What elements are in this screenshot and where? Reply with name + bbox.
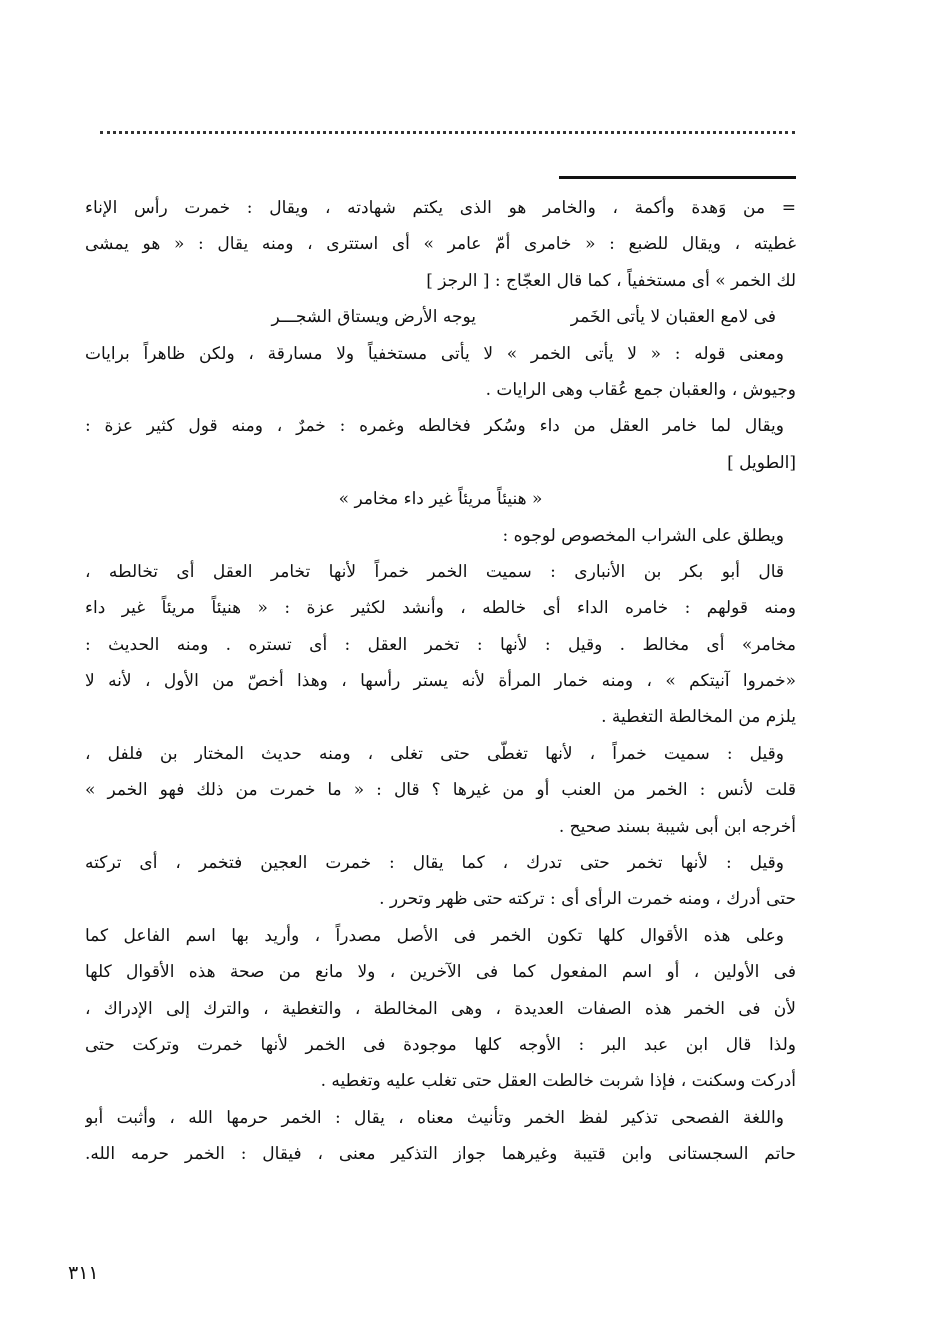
page-number: ٣١١: [68, 1262, 99, 1284]
text-line: وقيل : لأنها تخمر حتى تدرك ، كما يقال : خمرت العجين فتخمر ، أى تركته: [85, 853, 784, 874]
text-line: وعلى هذه الأقوال كلها تكون الخمر فى الأصل مصدراً ، وأريد بها اسم الفاعل كما: [85, 925, 784, 946]
text-line: أخرجه ابن أبى شيبة بسند صحيح .: [558, 816, 796, 837]
text-line: لك الخمر » أى مستخفياً ، كما قال العجّاج : [ الرجز ]: [426, 270, 796, 291]
page-body: [85, 190, 796, 1173]
verse-hemistich-first: فى لامع العقبان لا يأتى الخَمر: [570, 307, 776, 328]
text-line: مخامر» أى مخالط . وقيل : لأنها : تخمر العقل : أى تستره . ومنه الحديث :: [85, 634, 796, 655]
text-line: فى الأولين ، أو اسم المفعول كما فى الآخرين ، ولا مانع من صحة هذه الأقوال كلها: [85, 962, 796, 983]
text-line: حاتم السجستانى وابن قتيبة وغيرهما جواز التذكير معنى ، فيقال : الخمر حرمه الله.: [85, 1144, 796, 1165]
meter-label: [الطويل ]: [727, 452, 796, 473]
text-line: قال أبو بكر بن الأنبارى : سميت الخمر خمراً لأنها تخامر العقل أى تخالطه ،: [85, 561, 784, 582]
text-line: = من وَهدة وأكمة ، والخامر هو الذى يكتم شهادته ، ويقال : خمرت رأس الإناء: [85, 198, 796, 218]
text-line: غطيته ، ويقال للضبع : « خامرى أمّ عامر » أى استترى ، ومنه يقال : « هو يمشى: [85, 234, 796, 255]
text-line: وجيوش ، والعقبان جمع عُقاب وهى الرايات .: [485, 379, 796, 400]
text-line: وقيل : سميت خمراً ، لأنها تغطّى حتى تغلى ، ومنه حديث المختار بن فلفل ،: [85, 743, 784, 764]
footnote-separator-rule: [559, 176, 796, 179]
text-line: «خمروا آنيتكم » ، ومنه خمار المرأة لأنه يستر رأسها ، وهذا أخصّ من الأول ، لأنه لا: [85, 671, 796, 692]
text-line: ويطلق على الشراب المخصوص لوجوه :: [502, 525, 784, 546]
text-line: ويقال لما خامر العقل من داء وسُكر فخالطه وغمره : خمرٌ ، ومنه قول كثير عزة :: [85, 416, 784, 437]
quoted-verse: « هنيئاً مريئاً غير داء مخامر »: [338, 489, 543, 510]
text-line: ومعنى قوله : « لا يأتى الخمر » لا يأتى مستخفياً ولا مسارقة ، ولكن ظاهراً برايات: [85, 343, 784, 364]
text-line: يلزم من المخالطة التغطية .: [601, 707, 796, 728]
verse-hemistich-second: يوجه الأرض ويستاق الشجـــر: [271, 307, 476, 328]
text-line: ولذا قال ابن عبد البر : الأوجه كلها موجودة فى الخمر لأنها خمرت وتركت حتى: [85, 1034, 796, 1055]
text-line: واللغة الفصحى تذكير لفظ الخمر وتأنيث معناه ، يقال : الخمر حرمها الله ، وأثبت أبو: [85, 1107, 784, 1128]
text-line: لأن فى الخمر هذه الصفات العديدة ، وهى المخالطة ، والتغطية ، والترك إلى الإدراك ،: [85, 998, 796, 1019]
text-line: أدركت وسكنت ، فإذا شربت خالطت العقل حتى تغلب عليه وتغطيه .: [320, 1071, 796, 1092]
text-line: قلت لأنس : الخمر من العنب أو من غيرها ؟ قال : « ما خمرت من ذلك فهو الخمر »: [85, 780, 796, 801]
text-line: ومنه قولهم : خامره الداء أى خالطه ، وأنشد لكثير عزة : « هنيئاً مريئاً غير داء: [85, 598, 796, 619]
poetry-verse: [85, 299, 796, 335]
header-dotted-line: [100, 131, 795, 134]
text-line: حتى أدرك ، ومنه خمرت الرأى أى : تركته حتى ظهر وتحرر .: [379, 889, 796, 910]
